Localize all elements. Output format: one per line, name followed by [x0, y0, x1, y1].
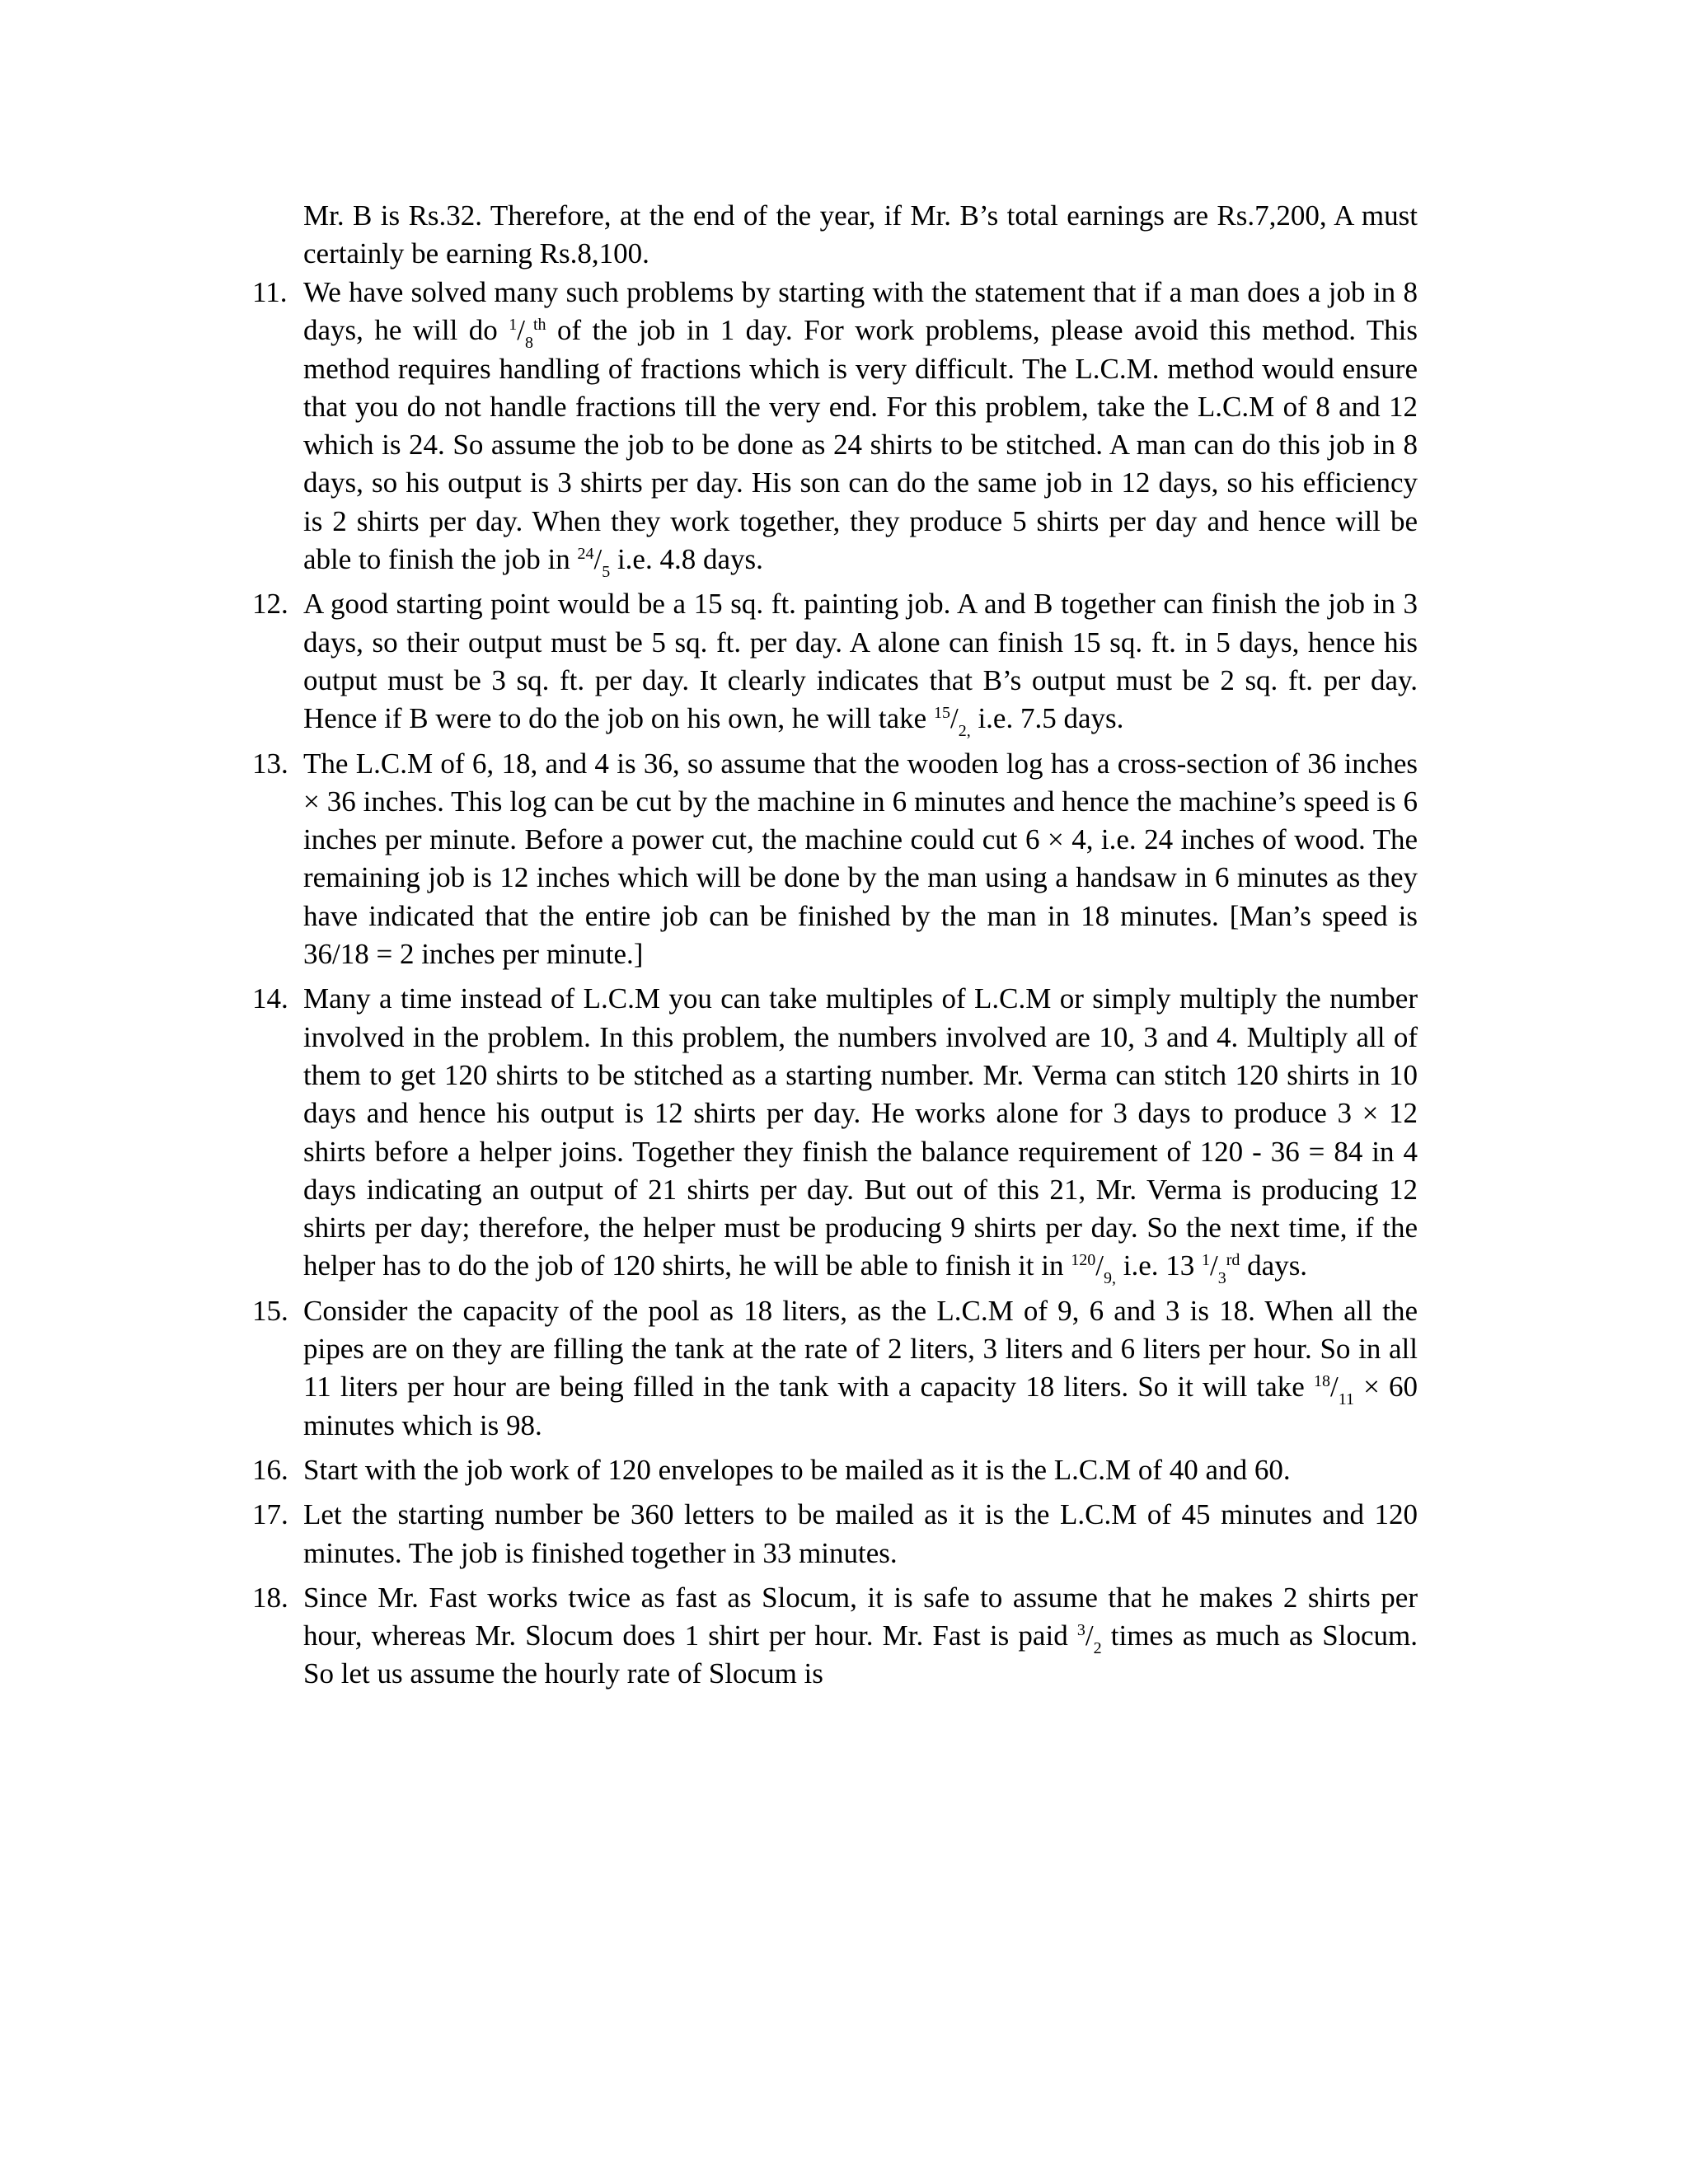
answer-item-16 — [252, 1451, 1418, 1489]
answer-text: of the job in 1 day. For work problems, please avoid this method. This method requires handling of fractions which is very difficult. The L.C.M. method would ensure that you do not handle fractions till the very end. For this problem, take the L.C.M of 8 and 12 which is 24. So assume the job to be done as 24 shirts to be stitched. A man can do this job in 8 days, so his output is 3 shirts per day. His son can do the same job in 12 days, so his efficiency is 2 shirts per day. When they work together, they produce 5 shirts per day and hence will be able to finish the job in — [303, 314, 1418, 576]
fraction: $^3/_2$ — [1076, 1619, 1102, 1658]
fraction-denominator: 2 — [1093, 1639, 1102, 1658]
answer-list — [252, 274, 1418, 1700]
answer-item-11 — [252, 274, 1418, 582]
fraction: $^1/_3^{rd}$ — [1202, 1249, 1240, 1288]
answer-item-15 — [252, 1292, 1418, 1445]
ordinal-suffix: th — [532, 316, 546, 335]
answer-text: Many a time instead of L.C.M you can take multiples of L.C.M or simply multiply the number involved in the problem. In this problem, the numbers involved are 10, 3 and 4. Multiply all of them to get 120 shirts to be stitched as a starting number. Mr. Verma can stitch 120 shirts in 10 days and hence his output is 12 shirts per day. He works alone for 3 days to produce 3 × 12 shirts before a helper joins. Together they finish the balance requirement of 120 - 36 = 84 in 4 days indicating an output of 21 shirts per day. But out of this 21, Mr. Verma is producing 12 shirts per day; therefore, the helper must be producing 9 shirts per day. So the next time, if the helper has to do the job of 120 shirts, he will be able to finish it in — [303, 982, 1418, 1282]
answer-text: i.e. 7.5 days. — [970, 702, 1124, 735]
ordinal-suffix: rd — [1226, 1251, 1240, 1270]
item-number: 11. — [252, 276, 288, 308]
fraction: $^{15}/_{2,}$ — [933, 702, 971, 741]
fraction-denominator: 2, — [958, 722, 971, 741]
fraction-denominator: 8 — [524, 334, 533, 353]
answer-item-18 — [252, 1579, 1418, 1694]
continuation-paragraph — [303, 197, 1418, 274]
item-number: 13. — [252, 747, 288, 780]
item-number: 18. — [252, 1581, 288, 1614]
item-number: 12. — [252, 588, 288, 621]
fraction: $^1/_8^{th}$ — [509, 314, 546, 353]
answer-item-12 — [252, 585, 1418, 741]
item-number: 14. — [252, 982, 288, 1015]
fraction-numerator: 3 — [1076, 1621, 1085, 1640]
fraction: $^{24}/_5$ — [577, 543, 611, 582]
answer-text: days. — [1240, 1249, 1308, 1282]
answer-text: Let the starting number be 360 letters to be mailed as it is the L.C.M of 45 minutes and 120 minutes. The job is finished together in 33 minutes. — [303, 1498, 1418, 1569]
fraction: $^{120}/_{9,}$ — [1071, 1249, 1116, 1288]
fraction-numerator: 15 — [933, 704, 950, 723]
answer-text: We have solved many such problems by starting with the statement that if a man does a job in 8 days, he will do — [303, 276, 1418, 347]
fraction-numerator: 1 — [1202, 1251, 1210, 1270]
answer-text: The L.C.M of 6, 18, and 4 is 36, so assume that the wooden log has a cross-section of 36 inches × 36 inches. This log can be cut by the machine in 6 minutes and hence the machine’s speed is 6 inches per minute. Before a power cut, the machine could cut 6 × 4, i.e. 24 inches of wood. The remaining job is 12 inches which will be done by the man using a handsaw in 6 minutes as they have indicated that the entire job can be finished by the man in 18 minutes. [Man’s speed is 36/18 = 2 inches per minute.] — [303, 747, 1418, 971]
item-number: 17. — [252, 1498, 288, 1531]
answer-item-14 — [252, 980, 1418, 1288]
fraction-denominator: 5 — [602, 563, 611, 582]
answer-text: i.e. 13 — [1115, 1249, 1202, 1282]
fraction-numerator: 18 — [1313, 1372, 1330, 1391]
continuation-text: Mr. B is Rs.32. Therefore, at the end of the year, if Mr. B’s total earnings are Rs.7,200, A must certainly be earning Rs.8,100. — [303, 199, 1418, 270]
fraction-denominator: 11 — [1338, 1390, 1354, 1409]
fraction: $^{18}/_{11}$ — [1313, 1371, 1354, 1409]
item-number: 16. — [252, 1453, 288, 1486]
answer-text: times as much as Slocum. So let us assume the hourly rate of Slocum is — [303, 1619, 1418, 1690]
fraction-denominator: 9, — [1103, 1269, 1116, 1288]
fraction-numerator: 24 — [577, 545, 594, 564]
fraction-denominator: 3 — [1217, 1269, 1226, 1288]
fraction-numerator: 1 — [509, 316, 518, 335]
answer-text: Since Mr. Fast works twice as fast as Slocum, it is safe to assume that he makes 2 shirts per hour, whereas Mr. Slocum does 1 shirt per hour. Mr. Fast is paid — [303, 1581, 1418, 1652]
answer-text: Consider the capacity of the pool as 18 liters, as the L.C.M of 9, 6 and 3 is 18. When all the pipes are on they are filling the tank at the rate of 2 liters, 3 liters and 6 liters per hour. So in all 11 liters per hour are being filled in the tank with a capacity 18 liters. So it will take — [303, 1294, 1418, 1404]
answer-item-17 — [252, 1496, 1418, 1572]
answer-text: A good starting point would be a 15 sq. ft. painting job. A and B together can finish the job in 3 days, so their output must be 5 sq. ft. per day. A alone can finish 15 sq. ft. in 5 days, hence his output must be 3 sq. ft. per day. It clearly indicates that B’s output must be 2 sq. ft. per day. Hence if B were to do the job on his own, he will take — [303, 588, 1418, 735]
answer-text: i.e. 4.8 days. — [610, 543, 763, 576]
item-number: 15. — [252, 1294, 288, 1327]
answer-text: Start with the job work of 120 envelopes to be mailed as it is the L.C.M of 40 and 60. — [303, 1453, 1291, 1486]
fraction-numerator: 120 — [1071, 1251, 1096, 1270]
answer-text: × 60 minutes which is 98. — [303, 1371, 1418, 1441]
answer-item-13 — [252, 745, 1418, 974]
